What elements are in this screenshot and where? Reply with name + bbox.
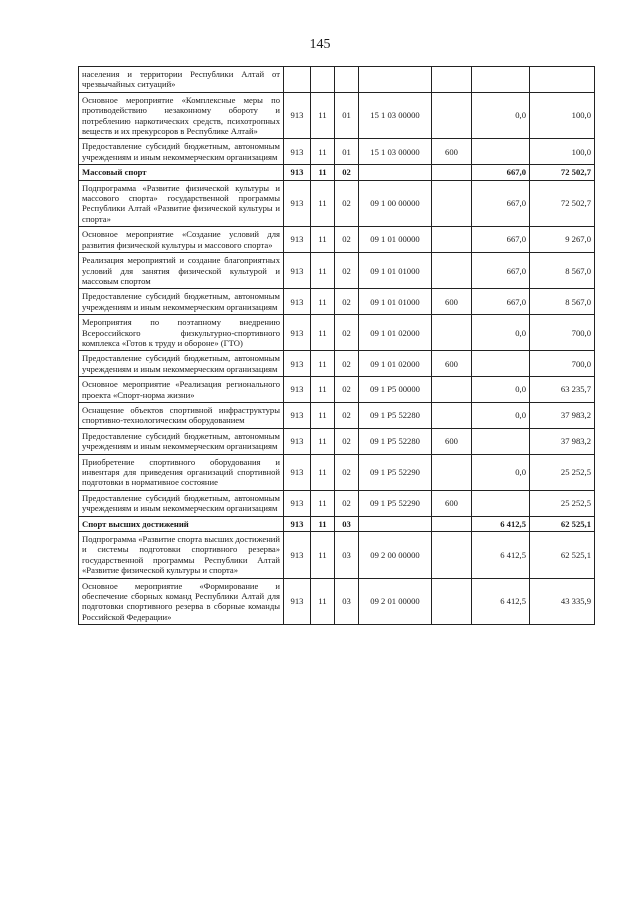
target-article-cell: 09 1 01 01000 [359, 289, 432, 315]
table-row [79, 165, 595, 180]
target-article-cell: 09 1 00 00000 [359, 180, 432, 227]
table-row [79, 377, 595, 403]
table-row [79, 139, 595, 165]
table-row [79, 92, 595, 139]
table-row [79, 180, 595, 227]
amount-2-cell: 100,0 [530, 139, 595, 165]
item-name-cell: Подпрограмма «Развитие спорта высших достижений и системы подготовки спортивного резерва» государственной программы Республики Алтай «Развитие физической культуры и спорта» [79, 532, 284, 579]
ministry-code-cell: 913 [284, 428, 311, 454]
item-name-cell: Реализация мероприятий и создание благоприятных условий для занятия физической культурой и массовым спортом [79, 253, 284, 289]
item-name-cell: Массовый спорт [79, 165, 284, 180]
expense-type-cell [432, 402, 472, 428]
section-code-cell: 11 [311, 532, 335, 579]
target-article-cell: 09 2 01 00000 [359, 578, 432, 625]
target-article-cell: 09 1 01 02000 [359, 351, 432, 377]
section-code-cell: 11 [311, 289, 335, 315]
item-name-cell: Приобретение спортивного оборудования и инвентаря для приведения организаций спортивной подготовки в нормативное состояние [79, 454, 284, 490]
amount-1-cell: 667,0 [472, 165, 530, 180]
ministry-code-cell: 913 [284, 227, 311, 253]
target-article-cell: 09 1 P5 52280 [359, 402, 432, 428]
subsection-code-cell: 02 [335, 402, 359, 428]
target-article-cell: 09 1 P5 00000 [359, 377, 432, 403]
amount-2-cell: 9 267,0 [530, 227, 595, 253]
table-row [79, 454, 595, 490]
target-article-cell: 09 1 01 02000 [359, 315, 432, 351]
subsection-code-cell: 02 [335, 454, 359, 490]
subsection-code-cell: 02 [335, 227, 359, 253]
amount-2-cell: 37 983,2 [530, 428, 595, 454]
target-article-cell: 09 1 P5 52290 [359, 454, 432, 490]
item-name-cell: Предоставление субсидий бюджетным, автономным учреждениям и иным некоммерческим организациям [79, 351, 284, 377]
expense-type-cell [432, 67, 472, 93]
item-name-cell: Подпрограмма «Развитие физической культуры и массового спорта» государственной программы Республики Алтай «Развитие физической культуры и спорта» [79, 180, 284, 227]
amount-2-cell: 700,0 [530, 315, 595, 351]
ministry-code-cell: 913 [284, 516, 311, 531]
section-code-cell: 11 [311, 516, 335, 531]
item-name-cell: Предоставление субсидий бюджетным, автономным учреждениям и иным некоммерческим организациям [79, 490, 284, 516]
expense-type-cell [432, 377, 472, 403]
ministry-code-cell: 913 [284, 92, 311, 139]
target-article-cell: 15 1 03 00000 [359, 139, 432, 165]
section-code-cell: 11 [311, 428, 335, 454]
expense-type-cell: 600 [432, 351, 472, 377]
expense-type-cell: 600 [432, 490, 472, 516]
item-name-cell: Предоставление субсидий бюджетным, автономным учреждениям и иным некоммерческим организациям [79, 428, 284, 454]
section-code-cell: 11 [311, 315, 335, 351]
expense-type-cell: 600 [432, 139, 472, 165]
target-article-cell: 09 1 P5 52290 [359, 490, 432, 516]
section-code-cell: 11 [311, 454, 335, 490]
expense-type-cell [432, 578, 472, 625]
subsection-code-cell: 03 [335, 578, 359, 625]
ministry-code-cell: 913 [284, 454, 311, 490]
item-name-cell: Основное мероприятие «Формирование и обеспечение сборных команд Республики Алтай для подготовки спортивного резерва в сборные команды Российской Федерации» [79, 578, 284, 625]
expense-type-cell [432, 165, 472, 180]
expense-type-cell [432, 454, 472, 490]
amount-2-cell: 43 335,9 [530, 578, 595, 625]
table-row [79, 351, 595, 377]
table-row [79, 428, 595, 454]
item-name-cell: Мероприятия по поэтапному внедрению Всероссийского физкультурно-спортивного комплекса «Готов к труду и обороне» (ГТО) [79, 315, 284, 351]
ministry-code-cell: 913 [284, 490, 311, 516]
amount-2-cell: 63 235,7 [530, 377, 595, 403]
section-code-cell: 11 [311, 351, 335, 377]
amount-2-cell: 25 252,5 [530, 454, 595, 490]
target-article-cell: 09 1 01 00000 [359, 227, 432, 253]
table-row [79, 227, 595, 253]
table-row [79, 289, 595, 315]
subsection-code-cell: 02 [335, 289, 359, 315]
amount-2-cell: 700,0 [530, 351, 595, 377]
page-number: 145 [309, 37, 331, 52]
expense-type-cell [432, 227, 472, 253]
amount-1-cell [472, 428, 530, 454]
section-code-cell: 11 [311, 253, 335, 289]
amount-1-cell: 0,0 [472, 377, 530, 403]
amount-2-cell: 72 502,7 [530, 180, 595, 227]
amount-1-cell: 667,0 [472, 289, 530, 315]
ministry-code-cell: 913 [284, 532, 311, 579]
section-code-cell: 11 [311, 227, 335, 253]
amount-2-cell: 8 567,0 [530, 253, 595, 289]
ministry-code-cell: 913 [284, 289, 311, 315]
table-row [79, 253, 595, 289]
expense-type-cell [432, 92, 472, 139]
subsection-code-cell: 01 [335, 92, 359, 139]
subsection-code-cell: 03 [335, 516, 359, 531]
expense-type-cell [432, 532, 472, 579]
section-code-cell: 11 [311, 377, 335, 403]
section-code-cell: 11 [311, 402, 335, 428]
amount-1-cell: 667,0 [472, 227, 530, 253]
amount-1-cell [472, 351, 530, 377]
expense-type-cell: 600 [432, 289, 472, 315]
amount-1-cell: 0,0 [472, 315, 530, 351]
item-name-cell: Оснащение объектов спортивной инфраструктуры спортивно-технологическим оборудованием [79, 402, 284, 428]
ministry-code-cell [284, 67, 311, 93]
item-name-cell: Основное мероприятие «Создание условий для развития физической культуры и массового спорта» [79, 227, 284, 253]
target-article-cell [359, 165, 432, 180]
subsection-code-cell: 02 [335, 253, 359, 289]
section-code-cell: 11 [311, 578, 335, 625]
subsection-code-cell: 01 [335, 139, 359, 165]
amount-2-cell: 72 502,7 [530, 165, 595, 180]
expense-type-cell [432, 315, 472, 351]
subsection-code-cell: 02 [335, 490, 359, 516]
subsection-code-cell: 02 [335, 377, 359, 403]
ministry-code-cell: 913 [284, 253, 311, 289]
section-code-cell: 11 [311, 165, 335, 180]
amount-1-cell [472, 490, 530, 516]
table-row [79, 315, 595, 351]
amount-1-cell: 0,0 [472, 454, 530, 490]
section-code-cell: 11 [311, 180, 335, 227]
amount-1-cell: 667,0 [472, 180, 530, 227]
amount-2-cell [530, 67, 595, 93]
target-article-cell: 09 2 00 00000 [359, 532, 432, 579]
item-name-cell: Спорт высших достижений [79, 516, 284, 531]
table-body [79, 67, 595, 625]
amount-1-cell: 0,0 [472, 92, 530, 139]
amount-2-cell: 37 983,2 [530, 402, 595, 428]
item-name-cell: Предоставление субсидий бюджетным, автономным учреждениям и иным некоммерческим организациям [79, 139, 284, 165]
amount-2-cell: 8 567,0 [530, 289, 595, 315]
amount-2-cell: 62 525,1 [530, 532, 595, 579]
subsection-code-cell: 02 [335, 315, 359, 351]
target-article-cell: 09 1 P5 52280 [359, 428, 432, 454]
section-code-cell [311, 67, 335, 93]
ministry-code-cell: 913 [284, 139, 311, 165]
expense-type-cell [432, 180, 472, 227]
amount-1-cell [472, 139, 530, 165]
subsection-code-cell: 02 [335, 180, 359, 227]
amount-2-cell: 25 252,5 [530, 490, 595, 516]
ministry-code-cell: 913 [284, 402, 311, 428]
amount-1-cell: 0,0 [472, 402, 530, 428]
item-name-cell: Основное мероприятие «Реализация регионального проекта «Спорт-норма жизни» [79, 377, 284, 403]
amount-1-cell: 6 412,5 [472, 516, 530, 531]
amount-2-cell: 100,0 [530, 92, 595, 139]
target-article-cell [359, 516, 432, 531]
table-row [79, 532, 595, 579]
budget-table [78, 66, 595, 625]
item-name-cell: населения и территории Республики Алтай от чрезвычайных ситуаций» [79, 67, 284, 93]
amount-1-cell [472, 67, 530, 93]
subsection-code-cell: 02 [335, 428, 359, 454]
table-row [79, 67, 595, 93]
subsection-code-cell: 03 [335, 532, 359, 579]
amount-1-cell: 6 412,5 [472, 578, 530, 625]
ministry-code-cell: 913 [284, 351, 311, 377]
section-code-cell: 11 [311, 139, 335, 165]
target-article-cell: 09 1 01 01000 [359, 253, 432, 289]
item-name-cell: Предоставление субсидий бюджетным, автономным учреждениям и иным некоммерческим организациям [79, 289, 284, 315]
ministry-code-cell: 913 [284, 578, 311, 625]
table-row [79, 578, 595, 625]
amount-1-cell: 667,0 [472, 253, 530, 289]
expense-type-cell: 600 [432, 428, 472, 454]
target-article-cell [359, 67, 432, 93]
expense-type-cell [432, 516, 472, 531]
section-code-cell: 11 [311, 490, 335, 516]
amount-1-cell: 6 412,5 [472, 532, 530, 579]
expense-type-cell [432, 253, 472, 289]
subsection-code-cell [335, 67, 359, 93]
ministry-code-cell: 913 [284, 315, 311, 351]
subsection-code-cell: 02 [335, 165, 359, 180]
ministry-code-cell: 913 [284, 180, 311, 227]
ministry-code-cell: 913 [284, 377, 311, 403]
ministry-code-cell: 913 [284, 165, 311, 180]
section-code-cell: 11 [311, 92, 335, 139]
table-row [79, 516, 595, 531]
table-row [79, 402, 595, 428]
amount-2-cell: 62 525,1 [530, 516, 595, 531]
item-name-cell: Основное мероприятие «Комплексные меры по противодействию незаконному обороту и потреблению наркотических средств, психотропных веществ и их прекурсоров в Республике Алтай» [79, 92, 284, 139]
subsection-code-cell: 02 [335, 351, 359, 377]
target-article-cell: 15 1 03 00000 [359, 92, 432, 139]
table-row [79, 490, 595, 516]
